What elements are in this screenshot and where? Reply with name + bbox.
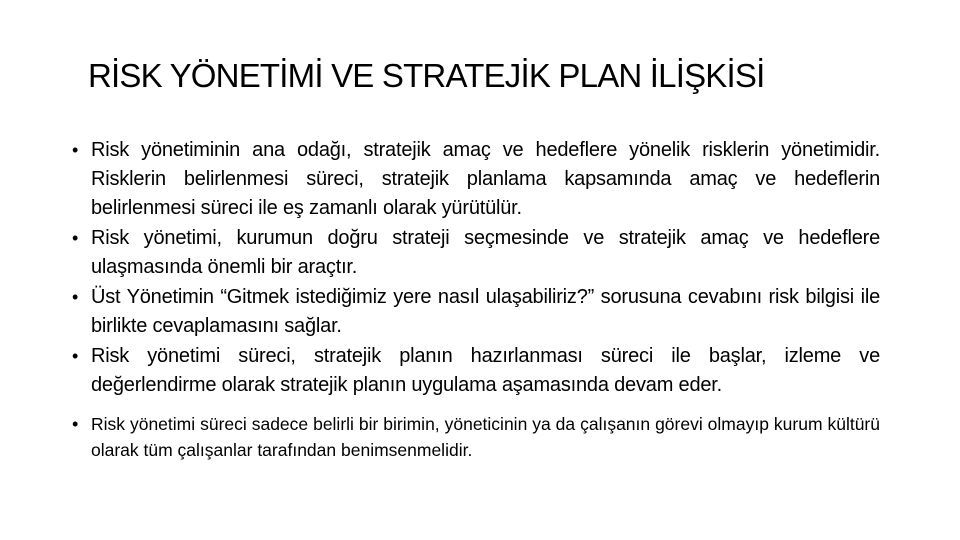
bullet-dot-icon: • xyxy=(72,287,79,307)
bullet-dot-icon: • xyxy=(72,140,79,160)
bullet-item xyxy=(72,283,880,341)
bullet-item xyxy=(72,411,880,463)
bullet-text: Üst Yönetimin “Gitmek istediğimiz yere nasıl ulaşabiliriz?” sorusuna cevabını risk bilgisi ile birlikte cevaplamasını sağlar. xyxy=(91,286,880,337)
slide-title: RİSK YÖNETİMİ VE STRATEJİK PLAN İLİŞKİSİ xyxy=(88,57,765,94)
bullet-text: Risk yönetimi süreci, stratejik planın hazırlanması süreci ile başlar, izleme ve değerlendirme olarak stratejik planın uygulama aşamasında devam eder. xyxy=(91,345,880,396)
bullet-text: Risk yönetiminin ana odağı, stratejik amaç ve hedeflere yönelik risklerin yönetimidir. Risklerin belirlenmesi süreci, stratejik planlama kapsamında amaç ve hedeflerin belirlenmesi süreci ile eş zamanlı olarak yürütülür. xyxy=(91,139,880,219)
bullet-dot-icon: • xyxy=(72,414,79,434)
bullet-item xyxy=(72,136,880,223)
bullet-item xyxy=(72,224,880,282)
bullet-dot-icon: • xyxy=(72,346,79,366)
bullet-list xyxy=(72,136,880,464)
bullet-text: Risk yönetimi, kurumun doğru strateji seçmesinde ve stratejik amaç ve hedeflere ulaşmasında önemli bir araçtır. xyxy=(91,227,880,278)
bullet-item xyxy=(72,342,880,400)
bullet-dot-icon: • xyxy=(72,228,79,248)
bullet-text: Risk yönetimi süreci sadece belirli bir birimin, yöneticinin ya da çalışanın görevi olmayıp kurum kültürü olarak tüm çalışanlar tarafından benimsenmelidir. xyxy=(91,414,880,460)
